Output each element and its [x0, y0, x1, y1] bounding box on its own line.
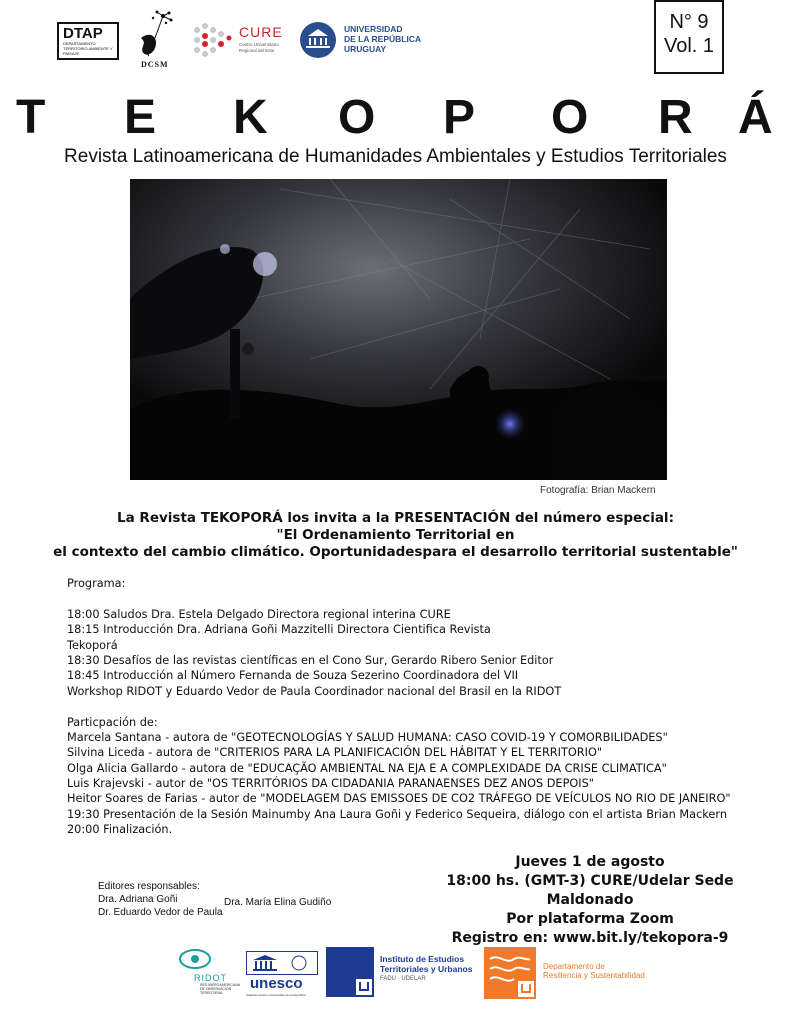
issue-volume: Vol. 1 [663, 35, 715, 57]
invitation-line3: el contexto del cambio climático. Oportunidadespara el desarrollo territorial sustentable" [53, 544, 738, 560]
title-letter: P [443, 91, 476, 144]
editor-name: Dra. María Elina Gudiño [224, 897, 332, 908]
drs-line1: Departamento de [543, 962, 605, 971]
ietu-u-icon [326, 947, 374, 997]
udelar-line1: UNIVERSIDAD [344, 24, 403, 34]
title-letter: T [16, 91, 46, 144]
editor-name: Dra. Adriana Goñi [98, 894, 178, 905]
title-letter: E [124, 91, 157, 144]
program-line: 18:30 Desafíos de las revistas científicas en el Cono Sur, Gerardo Ribero Senior Editor [67, 653, 554, 667]
cure-logo-sub: Centro Universitario Regional del Este [239, 42, 279, 53]
title-letter: O [551, 91, 589, 144]
udelar-logo [298, 18, 428, 64]
invitation-text [40, 510, 751, 561]
program-line: 18:45 Introducción al Número Fernanda de Souza Sezerino Coordinadora del VII [67, 669, 519, 683]
drs-line2: Resiliencia y Sustentabilidad [543, 971, 645, 980]
dcsm-logo [133, 8, 181, 70]
cure-logo [191, 22, 286, 62]
editors-heading: Editores responsables: [98, 881, 200, 892]
unesco-logo [246, 951, 318, 1001]
ridot-sub: RED IBEROAMERICANA DE OBSERVACIÓN TERRITORIAL [200, 983, 240, 995]
participation-line: 19:30 Presentación de la Sesión Mainumby Ana Laura Goñi y Federico Sequeira, diálogo con el artista Brian Mackern [67, 807, 727, 821]
photo-credit: Fotografía: Brian Mackern [540, 485, 656, 496]
dandelion-icon [133, 8, 181, 60]
temple-icon [247, 952, 317, 974]
ridot-name: RIDOT [194, 973, 227, 983]
event-registration-link[interactable]: Registro en: www.bit.ly/tekopora-9 [451, 930, 729, 946]
participation-line: Heitor Soares de Farias - autor de "MODELAGEM DAS EMISSOES DE CO2 TRÁFEGO DE VEÍCULOS NO RIO DE JANEIRO" [67, 792, 731, 806]
program-line: Tekoporá [67, 638, 118, 652]
program-heading: Programa: [67, 577, 126, 590]
event-platform: Por plataforma Zoom [506, 911, 674, 927]
ietu-logo-mark [326, 947, 374, 997]
udelar-line2: DE LA REPÚBLICA [344, 34, 422, 44]
title-letter: Á [738, 91, 773, 144]
dot-grid-icon [191, 22, 235, 62]
udelar-line3: URUGUAY [344, 44, 387, 54]
invitation-line2: "El Ordenamiento Territorial en [276, 527, 515, 543]
invitation-line1: La Revista TEKOPORÁ los invita a la PRESENTACIÓN del número especial: [117, 510, 674, 526]
participation-line: Marcela Santana - autora de "GEOTECNOLOGÍAS Y SALUD HUMANA: CASO COVID-19 Y COMORBILIDADES" [67, 730, 668, 744]
unesco-name: unesco [250, 975, 303, 992]
ietu-line2: Territoriales y Urbanos [380, 964, 473, 974]
issue-box [654, 0, 724, 74]
editors [98, 880, 223, 919]
unesco-sub: Cátedra Unesco Universidad de la República [246, 993, 306, 997]
dtap-logo-title: DTAP [63, 25, 103, 42]
title-letter: R [658, 91, 693, 144]
event-time-place: 18:00 hs. (GMT-3) CURE/Udelar Sede Maldonado [446, 873, 734, 908]
ietu-line1: Instituto de Estudios [380, 954, 465, 964]
event-date: Jueves 1 de agosto [515, 854, 665, 870]
drs-logo-text [543, 962, 645, 980]
dtap-logo-sub: DEPARTAMENTO TERRITORIO AMBIENTE Y PAISAJE [63, 41, 113, 56]
dcsm-logo-label: DCSM [141, 60, 169, 69]
ietu-line3: FADU · UDELAR [380, 976, 426, 982]
event-details [410, 853, 770, 948]
waves-icon [484, 947, 536, 999]
participation-heading: Particpación de: [67, 715, 158, 729]
cover-photo [130, 179, 667, 480]
unesco-temple-box [246, 951, 318, 975]
ridot-logo [178, 947, 238, 1003]
program-line: Workshop RIDOT y Eduardo Vedor de Paula Coordinador nacional del Brasil en la RIDOT [67, 684, 562, 698]
ietu-logo-text [380, 954, 472, 984]
cover-photo-image [130, 179, 667, 480]
program-line: 18:15 Introducción Dra. Adriana Goñi Mazzitelli Directora Cientifica Revista [67, 623, 491, 637]
cure-logo-name: CURE [239, 24, 283, 40]
participation-line: Luis Krajevski - autor de "OS TERRITÓRIOS DA CIDADANIA PARANAENSES DEZ ANOS DEPOIS" [67, 777, 594, 791]
masthead-title [0, 92, 791, 152]
title-letter: O [338, 91, 376, 144]
eye-icon [178, 947, 212, 971]
masthead-subtitle: Revista Latinoamericana de Humanidades Ambientales y Estudios Territoriales [64, 146, 727, 167]
dtap-logo [57, 22, 119, 60]
issue-number: N° 9 [669, 11, 709, 33]
title-letter: K [233, 91, 268, 144]
university-seal-icon [298, 20, 338, 60]
program [67, 576, 767, 838]
participation-line: Olga Alicia Gallardo - autora de "EDUCAÇÃO AMBIENTAL NA EJA E A COMPLEXIDADE DA CRISE CLIMATICA" [67, 761, 667, 775]
editor-name: Dr. Eduardo Vedor de Paula [98, 907, 223, 918]
program-line: 18:00 Saludos Dra. Estela Delgado Directora regional interina CURE [67, 607, 451, 621]
participation-line: Silvina Liceda - autora de "CRITERIOS PARA LA PLANIFICACIÓN DEL HÁBITAT Y EL TERRITORIO" [67, 746, 603, 760]
participation-line: 20:00 Finalización. [67, 823, 173, 837]
drs-logo-mark [484, 947, 536, 999]
